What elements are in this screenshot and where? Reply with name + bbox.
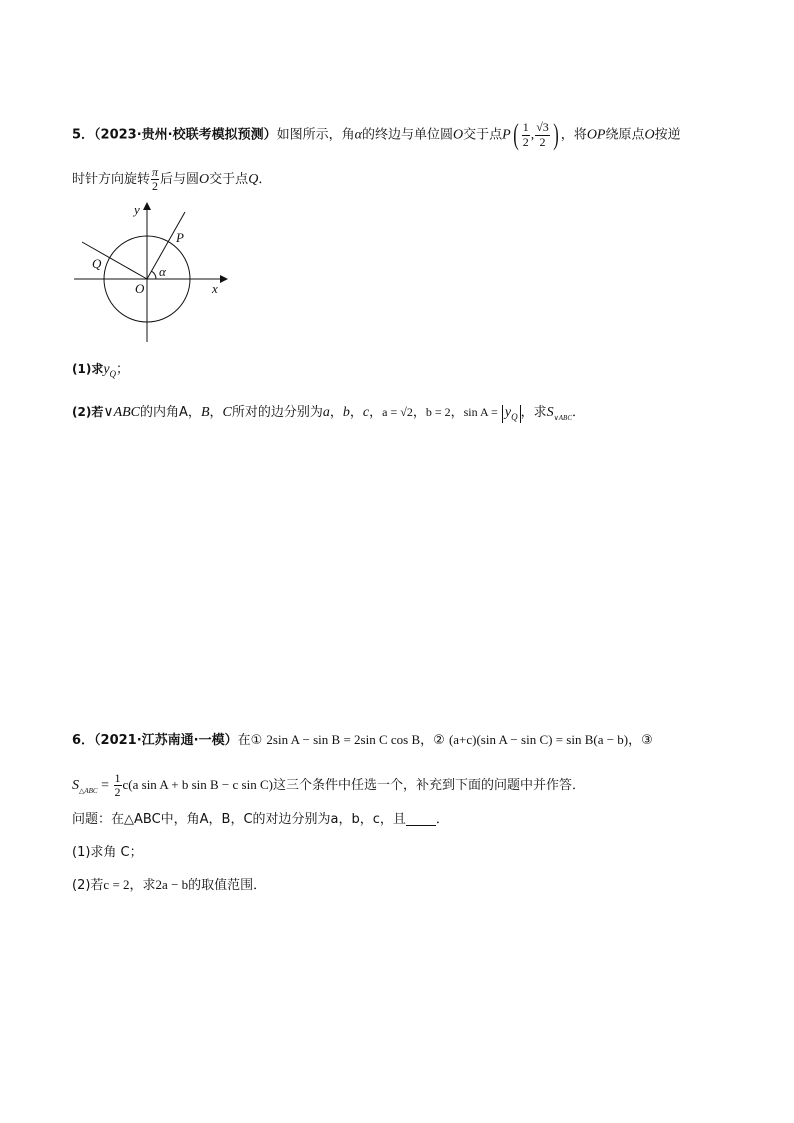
- subscript-Q: Q: [511, 412, 518, 422]
- separator: ，: [412, 405, 426, 420]
- var-C: C: [222, 405, 232, 420]
- problem5-source: （2023·贵州·校联考模拟预测）: [94, 127, 277, 143]
- Q-label: Q: [92, 256, 102, 271]
- frac-num: √3: [536, 120, 549, 135]
- part-label: (2)若: [72, 405, 104, 419]
- problem5-line2: [72, 166, 271, 193]
- comma: ,: [530, 127, 535, 143]
- frac-den: 2: [114, 785, 121, 800]
- period: ．: [258, 172, 272, 188]
- problem6-question-text: 问题：在△ABC中，角A，B，C的对边分别为a，b，c，且: [72, 812, 406, 827]
- problem6-text: 在①: [237, 733, 263, 748]
- problem6-line1: [72, 733, 653, 747]
- P-label: P: [176, 230, 184, 245]
- point-O: O: [453, 127, 464, 143]
- part-label: (2)若: [72, 878, 104, 893]
- answer-blank: [406, 813, 436, 826]
- right-paren: ): [553, 118, 559, 151]
- circled-2: ②: [433, 733, 445, 748]
- subscript-ABC: △ABC: [79, 787, 98, 796]
- subscript-Q: Q: [109, 369, 117, 379]
- separator: ，: [329, 405, 343, 420]
- equals: =: [97, 778, 113, 794]
- problem5-text: ，将: [560, 127, 587, 143]
- problem6-text: 这三个条件中任选一个，补充到下面的问题中并作答．: [272, 778, 585, 794]
- x-axis-arrow: [220, 275, 228, 283]
- problem6-source: （2021·江苏南通·一模）: [94, 733, 238, 748]
- frac-num: 1: [114, 771, 121, 785]
- var-b: b: [342, 405, 350, 420]
- var-B: B: [200, 405, 210, 420]
- frac-den: 2: [522, 134, 529, 149]
- separator: ，: [450, 405, 464, 420]
- absolute-value: [502, 405, 521, 423]
- condition-3: c(a sin A + b sin B − c sin C): [122, 777, 273, 793]
- problem6-text: ，求: [129, 878, 156, 893]
- frac-num: 1: [522, 120, 529, 135]
- problem5-text: 绕原点: [605, 127, 645, 143]
- fraction-half: [114, 772, 122, 799]
- var-S: S: [546, 405, 554, 420]
- fraction-pi-half: [151, 166, 159, 193]
- problem5-text: 如图所示，角: [276, 127, 355, 143]
- condition-2: (a+c)(sin A − sin C) = sin B(a − b): [448, 732, 629, 747]
- problem5-text: ，求: [520, 405, 547, 420]
- O-label: O: [135, 281, 145, 296]
- problem6-part2: [72, 878, 266, 892]
- var-S: S: [72, 778, 79, 794]
- alpha-symbol: α: [354, 127, 362, 143]
- period: ．: [572, 405, 586, 420]
- frac-den: 2: [539, 134, 546, 149]
- problem5-line1: [72, 120, 681, 150]
- part-label: (1)求: [72, 362, 104, 376]
- separator: ，: [628, 733, 642, 748]
- condition-1: 2sin A − sin B = 2sin C cos B: [266, 732, 421, 747]
- problem6-part1: [72, 846, 143, 859]
- var-y: y: [504, 405, 512, 420]
- problem5-text: 的终边与单位圆: [361, 127, 453, 143]
- problem5-text: 后与圆: [160, 172, 200, 188]
- ray-OP: [147, 212, 185, 279]
- problem6-number: 6．: [72, 733, 95, 748]
- point-Q: Q: [248, 172, 259, 188]
- problem5-text: 时针方向旋转: [72, 172, 151, 188]
- problem5-text: 按逆: [654, 127, 681, 143]
- var-y: y: [103, 362, 110, 377]
- alpha-label: α: [159, 264, 166, 279]
- separator: ，: [420, 733, 434, 748]
- problem6-text: 的取值范围．: [188, 878, 267, 893]
- problem5-text: 的内角A，: [140, 405, 201, 420]
- separator: ，: [349, 405, 363, 420]
- segment-OP: OP: [586, 127, 606, 143]
- fraction-sqrt3-half: [535, 121, 550, 148]
- fraction-half: [522, 121, 530, 148]
- angle-arc: [152, 271, 157, 279]
- triangle-ABC: ∨ABC: [103, 405, 141, 420]
- semicolon: ；: [116, 362, 130, 377]
- expression-2a-b: 2a − b: [155, 877, 189, 892]
- part-1-text: (1)求角 C；: [72, 845, 143, 860]
- problem5-number: 5．: [72, 127, 95, 143]
- problem5-text: 交于点: [209, 172, 249, 188]
- problem5-text: 所对的边分别为: [231, 405, 323, 420]
- point-P: P: [502, 127, 511, 143]
- y-label: y: [134, 202, 140, 217]
- y-axis-arrow: [143, 202, 151, 210]
- period: ．: [435, 812, 449, 827]
- x-label: x: [212, 281, 218, 296]
- circled-3: ③: [641, 733, 653, 748]
- problem6-line2: [72, 772, 585, 799]
- problem5-part2: [72, 405, 585, 423]
- var-a: a: [322, 405, 330, 420]
- frac-num: π: [152, 165, 159, 179]
- subscript-ABC: ∨ABC: [553, 414, 572, 422]
- problem5-part1: [72, 363, 129, 379]
- sinA: sin A =: [463, 405, 498, 419]
- problem6-question: [72, 813, 449, 826]
- left-paren: (: [512, 118, 519, 151]
- point-O: O: [644, 127, 655, 143]
- equation-a: a = √2: [382, 405, 413, 419]
- equation-c: c = 2: [103, 877, 130, 892]
- point-O: O: [199, 172, 210, 188]
- problem5-text: 交于点: [463, 127, 503, 143]
- frac-den: 2: [152, 179, 159, 194]
- var-c: c: [362, 405, 370, 420]
- separator: ，: [369, 405, 383, 420]
- separator: ，: [209, 405, 223, 420]
- equation-b: b = 2: [425, 405, 451, 419]
- unit-circle-figure: [70, 200, 240, 350]
